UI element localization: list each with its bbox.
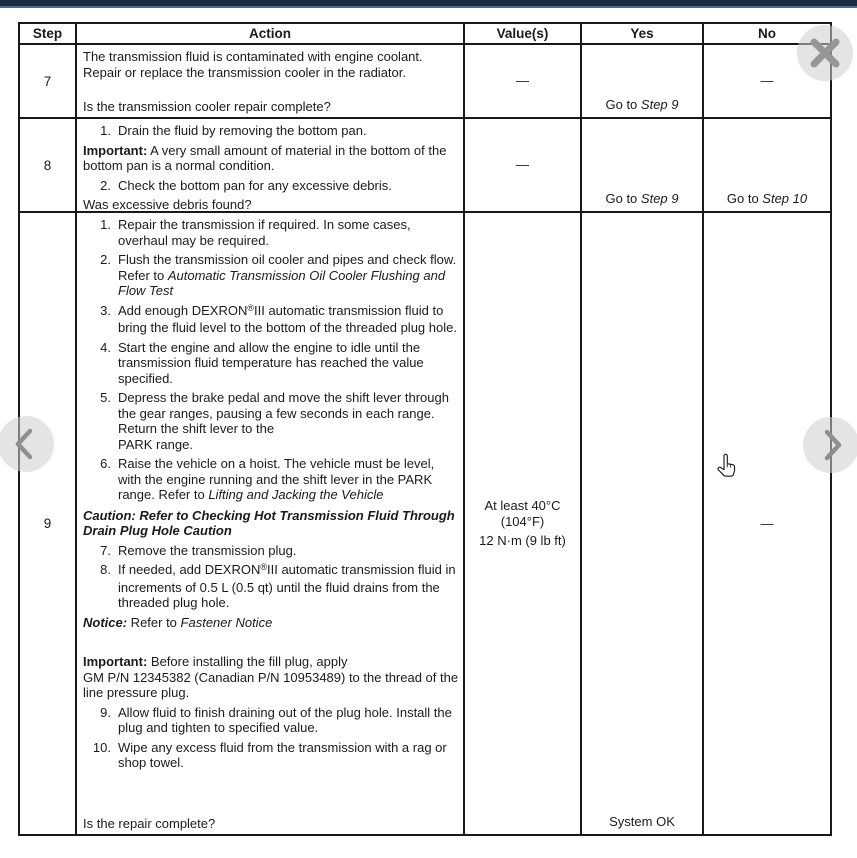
system-ok-text: System OK <box>609 813 675 829</box>
step8-item-2: 2. Check the bottom pan for any excessive debris. <box>100 177 392 193</box>
step7-action-text: The transmission fluid is contaminated with engine coolant. Repair or replace the transmission cooler in the radiator. <box>83 49 423 80</box>
table-row-step-8 <box>20 119 830 213</box>
close-icon <box>805 33 845 73</box>
step9-no-cell <box>702 213 830 834</box>
top-window-bar <box>0 0 857 8</box>
step9-item-1: 1. Repair the transmission if required. In some cases, overhaul may be required. <box>100 217 411 248</box>
step8-item-1: 1. Drain the fluid by removing the bottom pan. <box>100 123 367 138</box>
header-action: Action <box>75 24 463 43</box>
step8-value-cell <box>463 119 580 211</box>
step8-no-cell <box>702 119 830 211</box>
step9-item-3: 3. Add enough DEXRON®III automatic transmission fluid to bring the fluid level to the bottom of the threaded plug hole. <box>100 302 457 335</box>
step7-value-cell <box>463 45 580 117</box>
step9-question: Is the repair complete? <box>83 815 216 831</box>
close-button[interactable] <box>797 25 853 81</box>
step-number: 7 <box>43 73 52 89</box>
step9-item-7: 7. Remove the transmission plug. <box>100 542 297 558</box>
goto-step: Go to Step 9 <box>605 96 679 112</box>
step-number: 9 <box>43 516 52 531</box>
step7-yes-cell <box>580 45 702 117</box>
table-row-step-9 <box>20 213 830 834</box>
dash: — <box>516 157 529 173</box>
step9-item-5: 5. Depress the brake pedal and move the shift lever through the gear ranges, pausing a few seconds in each range. Return the shift lever to the PARK range. <box>100 390 449 452</box>
step9-item-6: 6. Raise the vehicle on a hoist. The vehicle must be level, with the engine running and the shift lever in the PARK range. Refer to Lifting and Jacking the Vehicle <box>100 456 435 502</box>
step9-item-2: 2. Flush the transmission oil cooler and pipes and check flow. Refer to Automatic Transmission Oil Cooler Flushing and Flow Test <box>100 252 457 298</box>
previous-page-button[interactable] <box>0 416 54 472</box>
step9-yes-cell <box>580 213 702 834</box>
header-yes: Yes <box>580 24 702 43</box>
value-line: (104°F) <box>500 513 545 529</box>
step8-important-note: Important: A very small amount of material in the bottom of the bottom pan is a normal condition. <box>83 142 447 173</box>
dash: — <box>760 73 774 89</box>
step8-yes-cell <box>580 119 702 211</box>
dash: — <box>516 73 529 89</box>
header-step: Step <box>32 26 63 41</box>
header-no: No <box>702 24 830 43</box>
header-values: Value(s) <box>463 24 580 43</box>
chevron-right-icon <box>803 417 857 473</box>
table-row-step-7 <box>20 45 830 119</box>
step9-important-note: Important: Before installing the fill plug, apply GM P/N 12345382 (Canadian P/N 10953489) to the thread of the line pressure plug. <box>83 654 459 700</box>
step8-question: Was excessive debris found? <box>83 197 252 211</box>
goto-step: Go to Step 10 <box>726 190 808 206</box>
step9-item-10: 10. Wipe any excess fluid from the transmission with a rag or shop towel. <box>92 739 447 770</box>
step-number: 8 <box>43 157 52 173</box>
step9-item-8: 8. If needed, add DEXRON®III automatic transmission fluid in increments of 0.5 L (0.5 qt) until the fluid drains from the threaded plug hole. <box>100 562 456 610</box>
table-header-row <box>20 24 830 45</box>
chevron-left-icon <box>0 416 54 472</box>
goto-step: Go to Step 9 <box>605 190 679 206</box>
registered-mark: ® <box>247 302 254 313</box>
next-page-button[interactable] <box>803 417 857 473</box>
step9-caution-note: Caution: Refer to Checking Hot Transmission Fluid Through Drain Plug Hole Caution <box>83 507 455 538</box>
registered-mark: ® <box>260 562 267 572</box>
step9-value-cell <box>463 213 580 834</box>
step9-action-cell <box>75 213 463 834</box>
step7-question: Is the transmission cooler repair complete? <box>83 98 331 114</box>
step9-item-9: 9. Allow fluid to finish draining out of the plug hole. Install the plug and tighten to specified value. <box>100 704 452 735</box>
step8-action-cell <box>75 119 463 211</box>
dash: — <box>760 515 774 531</box>
step9-notice-note: Notice: Refer to Fastener Notice <box>83 614 273 630</box>
step7-action-cell <box>75 45 463 117</box>
value-line: At least 40°C <box>484 498 561 514</box>
diagnostic-table <box>18 22 832 836</box>
step9-item-4: 4. Start the engine and allow the engine to idle until the transmission fluid temperature has reached the value specified. <box>100 339 424 386</box>
value-line: 12 N·m (9 lb ft) <box>479 533 566 549</box>
